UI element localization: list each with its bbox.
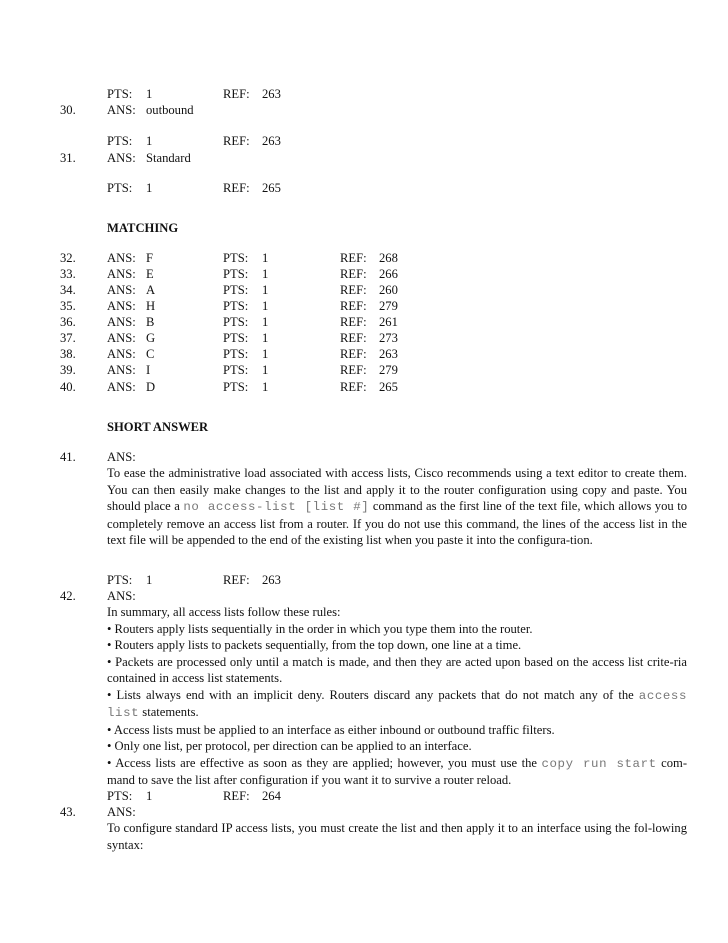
- rule-bullet: [107, 687, 687, 722]
- ref-label: REF:: [340, 251, 367, 265]
- question-number: 43.: [60, 805, 76, 819]
- ans-label: ANS:: [107, 331, 136, 345]
- q30-answer-row: [0, 102, 728, 119]
- pts-label: PTS:: [107, 87, 133, 101]
- answer-value: I: [146, 363, 151, 377]
- inline-code: access list: [107, 688, 687, 720]
- ans-label: ANS:: [107, 589, 136, 603]
- inline-code: no access-list [list #]: [183, 500, 370, 514]
- rule-bullet: • Only one list, per protocol, per direction can be applied to an interface.: [107, 739, 472, 753]
- ref-value: 261: [379, 315, 398, 329]
- ref-label: REF:: [340, 380, 367, 394]
- answer-value: C: [146, 347, 155, 361]
- pts-value: 1: [262, 299, 269, 313]
- ref-value: 264: [262, 789, 281, 803]
- ref-label: REF:: [223, 87, 250, 101]
- ans-label: ANS:: [107, 805, 136, 819]
- pts-value: 1: [146, 573, 153, 587]
- pts-value: 1: [262, 380, 269, 394]
- q30-meta-row: [0, 133, 728, 150]
- ref-label: REF:: [340, 315, 367, 329]
- section-heading-short-answer: SHORT ANSWER: [107, 420, 209, 434]
- answer-value: G: [146, 331, 156, 345]
- ans-label: ANS:: [107, 251, 136, 265]
- answer-value: outbound: [146, 103, 194, 117]
- matching-row: [0, 282, 728, 299]
- pts-label: PTS:: [223, 363, 249, 377]
- answer-value: D: [146, 380, 156, 394]
- ans-label: ANS:: [107, 283, 136, 297]
- answer-value: B: [146, 315, 155, 329]
- matching-row: [0, 250, 728, 267]
- answer-text: com-mand to save the list after configuration if you want it to survive a router reload.: [107, 755, 688, 787]
- question-number: 41.: [60, 450, 76, 464]
- ref-value: 265: [379, 380, 398, 394]
- pts-label: PTS:: [223, 299, 249, 313]
- answer-text: statements.: [139, 705, 199, 719]
- matching-row: [0, 266, 728, 283]
- matching-row: [0, 379, 728, 396]
- pts-value: 1: [146, 789, 153, 803]
- rule-bullet: • Access lists must be applied to an interface as either inbound or outbound traffic filters.: [107, 722, 555, 737]
- matching-heading-row: [0, 220, 728, 237]
- q41-answer-row: [0, 449, 728, 466]
- pts-value: 1: [262, 267, 269, 281]
- matching-row: [0, 314, 728, 331]
- question-number: 39.: [60, 363, 76, 377]
- ans-label: ANS:: [107, 299, 136, 313]
- ref-value: 263: [379, 347, 398, 361]
- answer-text: • Access lists are effective as soon as they are applied; however, you must use the: [107, 755, 542, 770]
- q42-answer-row: [0, 588, 728, 605]
- ans-label: ANS:: [107, 363, 136, 377]
- ref-value: 263: [262, 87, 281, 101]
- matching-row: [0, 298, 728, 315]
- short-answer-heading-row: [0, 419, 728, 436]
- ref-value: 266: [379, 267, 398, 281]
- ans-label: ANS:: [107, 347, 136, 361]
- ref-value: 273: [379, 331, 398, 345]
- question-number: 42.: [60, 589, 76, 603]
- question-number: 33.: [60, 267, 76, 281]
- answer-value: F: [146, 251, 154, 265]
- pts-label: PTS:: [107, 789, 133, 803]
- ans-label: ANS:: [107, 380, 136, 394]
- pts-value: 1: [262, 347, 269, 361]
- ans-label: ANS:: [107, 103, 136, 117]
- ans-label: ANS:: [107, 151, 136, 165]
- answer-paragraph: To configure standard IP access lists, you must create the list and then apply it to an interface using the fol-lowing syntax:: [107, 821, 687, 852]
- ref-label: REF:: [223, 134, 250, 148]
- pts-value: 1: [262, 331, 269, 345]
- pts-value: 1: [146, 87, 153, 101]
- answer-text: command as the first line of the text file, which allows you to completely remove an access list from a router. If you do not use this command, the lines of the access list in the text file will be appended to the end of the existing list when you paste it into the configura-tion.: [107, 499, 687, 547]
- question-number: 31.: [60, 151, 76, 165]
- q43-answer-row: [0, 804, 728, 821]
- q29-meta-row: [0, 86, 728, 103]
- pts-label: PTS:: [107, 573, 133, 587]
- ref-value: 263: [262, 134, 281, 148]
- question-number: 35.: [60, 299, 76, 313]
- ref-value: 263: [262, 573, 281, 587]
- matching-row: [0, 362, 728, 379]
- question-number: 38.: [60, 347, 76, 361]
- ref-label: REF:: [340, 299, 367, 313]
- pts-value: 1: [262, 251, 269, 265]
- inline-code: copy run start: [541, 756, 657, 771]
- section-heading-matching: MATCHING: [107, 221, 179, 235]
- matching-row: [0, 330, 728, 347]
- answer-value: E: [146, 267, 154, 281]
- rule-bullet: • Routers apply lists sequentially in the order in which you type them into the router.: [107, 621, 533, 636]
- ref-label: REF:: [340, 267, 367, 281]
- ref-value: 279: [379, 299, 398, 313]
- pts-label: PTS:: [223, 267, 249, 281]
- q42-meta-row: [0, 788, 728, 805]
- pts-value: 1: [146, 181, 153, 195]
- question-number: 36.: [60, 315, 76, 329]
- question-number: 40.: [60, 380, 76, 394]
- rule-bullet: • Packets are processed only until a match is made, and then they are acted upon based on the access list crite-ria contained in access list statements.: [107, 654, 687, 685]
- q41-meta-row: [0, 572, 728, 589]
- ref-label: REF:: [223, 573, 250, 587]
- answer-paragraph: [107, 465, 687, 549]
- matching-row: [0, 346, 728, 363]
- answer-value: Standard: [146, 151, 191, 165]
- pts-value: 1: [262, 283, 269, 297]
- ref-value: 279: [379, 363, 398, 377]
- pts-label: PTS:: [223, 283, 249, 297]
- answer-value: H: [146, 299, 156, 313]
- pts-label: PTS:: [107, 181, 133, 195]
- pts-value: 1: [146, 134, 153, 148]
- pts-value: 1: [262, 363, 269, 377]
- q43-answer-text: [107, 820, 687, 853]
- ref-label: REF:: [340, 347, 367, 361]
- pts-label: PTS:: [223, 331, 249, 345]
- answer-intro: In summary, all access lists follow these rules:: [107, 605, 341, 619]
- rule-bullet: • Routers apply lists to packets sequentially, from the top down, one line at a time.: [107, 638, 522, 652]
- ref-value: 265: [262, 181, 281, 195]
- answer-text: • Lists always end with an implicit deny. Routers discard any packets that do not match any of the: [107, 687, 639, 702]
- question-number: 32.: [60, 251, 76, 265]
- q42-answer-text: [107, 604, 687, 789]
- pts-label: PTS:: [223, 315, 249, 329]
- pts-label: PTS:: [107, 134, 133, 148]
- rule-bullet: [107, 755, 687, 789]
- ref-value: 260: [379, 283, 398, 297]
- ref-label: REF:: [340, 283, 367, 297]
- q31-meta-row: [0, 180, 728, 197]
- ref-label: REF:: [340, 331, 367, 345]
- ref-label: REF:: [223, 789, 250, 803]
- ref-label: REF:: [340, 363, 367, 377]
- answer-text: To ease the administrative load associated with access lists, Cisco recommends using a text editor to create them. You can then easily make changes to the list and apply it to the router configuration using copy and paste. You should place a: [107, 466, 687, 513]
- pts-value: 1: [262, 315, 269, 329]
- pts-label: PTS:: [223, 251, 249, 265]
- q31-answer-row: [0, 150, 728, 167]
- answer-value: A: [146, 283, 156, 297]
- ref-label: REF:: [223, 181, 250, 195]
- ans-label: ANS:: [107, 450, 136, 464]
- pts-label: PTS:: [223, 347, 249, 361]
- ans-label: ANS:: [107, 267, 136, 281]
- ref-value: 268: [379, 251, 398, 265]
- q41-answer-text: [107, 465, 687, 549]
- pts-label: PTS:: [223, 380, 249, 394]
- ans-label: ANS:: [107, 315, 136, 329]
- question-number: 30.: [60, 103, 76, 117]
- question-number: 37.: [60, 331, 76, 345]
- question-number: 34.: [60, 283, 76, 297]
